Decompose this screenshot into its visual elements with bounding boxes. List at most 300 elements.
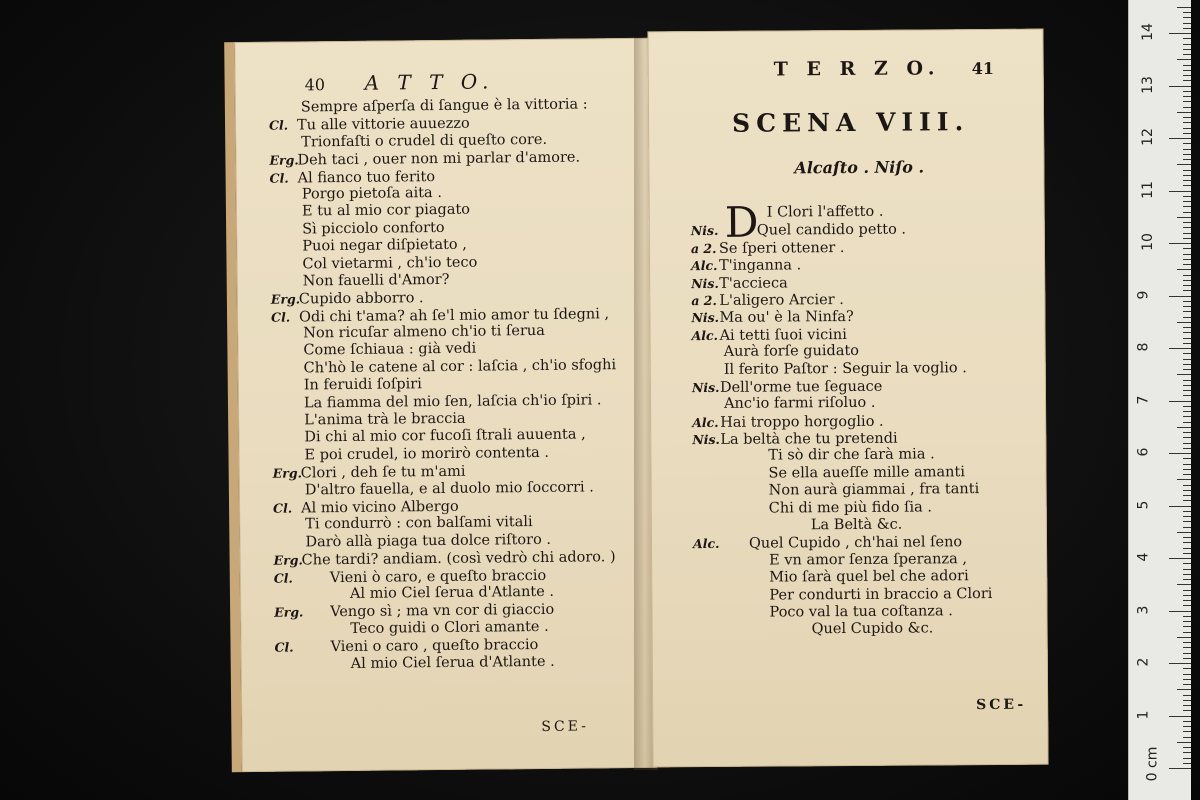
ruler-tick: [1183, 133, 1191, 134]
verse-text: L'aligero Arcier .: [719, 291, 844, 309]
ruler-tick: [1183, 521, 1191, 522]
verse-text: Quel Cupido &c.: [811, 620, 934, 638]
ruler-tick: [1183, 353, 1191, 354]
ruler-tick: [1183, 569, 1191, 570]
speaker-label: Erg.: [272, 465, 303, 481]
ruler-number: 14: [1139, 23, 1156, 41]
verse-line: [691, 220, 990, 239]
verse-text: Al mio vicino Albergo: [300, 498, 459, 517]
ruler-tick: [1183, 647, 1191, 648]
ruler-tick: [1183, 75, 1191, 76]
verse-line: [693, 499, 992, 518]
ruler-tick: [1183, 364, 1191, 365]
verse-text: Vieni ò caro, e queſto braccio: [329, 567, 547, 586]
verse-line: [691, 325, 990, 344]
speaker-label: [691, 217, 767, 218]
ruler-tick: [1183, 595, 1191, 596]
speaker-label: Erg.: [274, 604, 304, 621]
ruler-tick: [1169, 296, 1191, 297]
ruler-tick: [1183, 259, 1191, 260]
verse-line: [271, 305, 616, 326]
verse-line: [692, 446, 991, 465]
ruler-tick: [1183, 464, 1191, 465]
verse-text: Poco val la tua coſtanza .: [769, 603, 953, 621]
ruler-tick: [1169, 453, 1191, 454]
ruler-tick: [1177, 374, 1191, 375]
speaker-label: [274, 633, 350, 634]
speaker-label: Nis.: [691, 379, 720, 395]
ruler-number: 10: [1139, 233, 1156, 251]
ruler-tick: [1183, 212, 1191, 213]
ruler-tick: [1183, 668, 1191, 669]
ruler-tick: [1183, 758, 1191, 759]
verse-text: Ma ou' è la Ninfa?: [719, 309, 854, 327]
verse-line: [691, 307, 990, 326]
ruler-tick: [1183, 275, 1191, 276]
ruler-tick: [1183, 359, 1191, 360]
verse-text: Sempre aſperſa di ſangue è la vittoria :: [300, 96, 588, 116]
ruler-tick: [1169, 243, 1191, 244]
speaker-label: Nis.: [690, 223, 719, 239]
verse-line: [692, 412, 991, 431]
verse-text: La Beltà &c.: [810, 516, 903, 534]
ruler-tick: [1177, 689, 1191, 690]
verse-line: [274, 548, 619, 569]
speaker-label: a 2.: [691, 292, 717, 309]
verse-line: [693, 481, 992, 500]
speaker-label: a 2.: [690, 240, 717, 256]
verse-text: Porgo pietoſa aita .: [301, 184, 442, 203]
verse-text: Teco guidi o Clori amante .: [350, 618, 549, 637]
ruler-tick: [1183, 12, 1191, 13]
scene-title: SCENA VIII.: [731, 107, 970, 138]
ruler-tick: [1183, 280, 1191, 281]
open-book: [222, 28, 1048, 776]
speaker-label: Cl.: [270, 309, 291, 325]
verse-text: E vn amor ſenza ſperanza ,: [769, 550, 968, 569]
ruler-tick: [1177, 479, 1191, 480]
verse-text: Hai troppo horgoglio .: [720, 413, 884, 431]
ruler-tick: [1169, 86, 1191, 87]
speaker-label: [694, 617, 770, 618]
verse-text: Vengo sì ; ma vn cor di giaccio: [330, 602, 555, 621]
ruler-tick: [1183, 196, 1191, 197]
ruler-tick: [1177, 269, 1191, 270]
ruler-number: 3: [1135, 605, 1152, 614]
ruler-tick: [1169, 611, 1191, 612]
ruler-tick: [1183, 548, 1191, 549]
ruler-tick: [1183, 254, 1191, 255]
verse-line: [693, 603, 992, 622]
verse-line: [691, 255, 990, 274]
speaker-label: Cl.: [274, 639, 294, 655]
speaker-label: Erg.: [270, 291, 301, 308]
ruler-tick: [1183, 679, 1191, 680]
ruler-tick: [1183, 180, 1191, 181]
verse-text: La beltà che tu pretendi: [720, 430, 898, 448]
ruler-number: 5: [1135, 500, 1152, 509]
speaker-label: [693, 529, 811, 530]
verse-text: Col vietarmi , ch'io teco: [302, 254, 478, 272]
running-head-left: A T T O.: [364, 69, 495, 95]
ruler-tick: [1183, 500, 1191, 501]
ruler-tick: [1177, 322, 1191, 323]
verse-line: [692, 377, 991, 396]
ruler-tick: [1169, 348, 1191, 349]
verse-line: [691, 273, 990, 292]
verse-text: Ai tetti ſuoi vicini: [719, 326, 847, 344]
ruler-tick: [1183, 306, 1191, 307]
speaker-label: [693, 512, 769, 513]
ruler-tick: [1183, 752, 1191, 753]
ruler-tick: [1183, 537, 1191, 538]
verse-text: Cupido abborro .: [298, 290, 424, 308]
verse-text: T'accieca: [719, 274, 788, 292]
ruler-number: 8: [1135, 342, 1152, 352]
ruler-tick: [1183, 301, 1191, 302]
ruler-tick: [1183, 49, 1191, 50]
ruler-tick: [1183, 390, 1191, 391]
verse-text: Odi chi t'ama? ah ſe'l mio amor tu ſdegni ,: [298, 305, 610, 326]
right-text-block: [690, 197, 993, 640]
ruler-tick: [1183, 122, 1191, 123]
ruler-tick: [1183, 721, 1191, 722]
ruler-number: 13: [1139, 75, 1156, 94]
ruler-tick: [1183, 117, 1191, 118]
verse-line: [272, 427, 617, 448]
verse-text: D'altro fauella, e al duolo mio ſoccorri .: [304, 478, 594, 499]
verse-text: Che tardi? andiam. (così vedrò chi adoro. ): [301, 549, 616, 569]
verse-text: E poi crudel, io morirò contenta .: [304, 444, 550, 464]
ruler-tick: [1183, 700, 1191, 701]
verse-text: Come ſchiaua : già vedi: [303, 341, 477, 359]
verse-text: Al mio Ciel ſerua d'Atlante .: [349, 583, 555, 602]
ruler-tick: [1183, 527, 1191, 528]
ruler-tick: [1183, 227, 1191, 228]
ruler-tick: [1183, 406, 1191, 407]
ruler-tick: [1183, 327, 1191, 328]
ruler-tick: [1183, 674, 1191, 675]
ruler-number: 6: [1135, 447, 1152, 457]
ruler-tick: [1169, 138, 1191, 139]
ruler-tick: [1183, 605, 1191, 606]
verse-text: Al fianco tuo ferito: [297, 168, 436, 187]
ruler-tick: [1183, 705, 1191, 706]
ruler-tick: [1183, 632, 1191, 633]
ruler-tick: [1177, 217, 1191, 218]
ruler-tick: [1183, 80, 1191, 81]
ruler-tick: [1183, 710, 1191, 711]
ruler-number: 7: [1135, 395, 1152, 404]
ruler-tick: [1183, 290, 1191, 291]
verse-text: Di chi al mio cor fucoſi ſtrali auuenta ,: [304, 426, 586, 446]
ruler-tick: [1183, 579, 1191, 580]
speaker-label: Erg.: [269, 152, 299, 168]
verse-text: Ti sò dir che ſarà mia .: [768, 446, 935, 465]
ruler-tick: [1177, 742, 1191, 743]
ruler-tick: [1177, 584, 1191, 585]
ruler-tick: [1177, 7, 1191, 8]
verse-line: [273, 479, 618, 500]
ruler-tick: [1183, 747, 1191, 748]
verse-line: [694, 620, 993, 639]
ruler-number: 1: [1135, 710, 1152, 719]
ruler-tick: [1183, 311, 1191, 312]
speaker-label: [692, 460, 768, 461]
verse-line: [693, 586, 992, 605]
verse-line: [693, 568, 992, 587]
ruler-tick: [1183, 380, 1191, 381]
verse-text: Anc'io farmi riſoluo .: [723, 395, 876, 413]
ruler-tick: [1183, 437, 1191, 438]
speaker-label: Nis.: [691, 275, 719, 291]
verse-line: [692, 394, 991, 413]
verse-text: Trionfaſti o crudel di queſto core.: [301, 131, 548, 151]
ruler-tick: [1183, 248, 1191, 249]
ruler-tick: [1177, 532, 1191, 533]
ruler-tick: [1183, 101, 1191, 102]
ruler-tick: [1183, 65, 1191, 66]
ruler-tick: [1183, 185, 1191, 186]
ruler-tick: [1183, 206, 1191, 207]
ruler-tick: [1183, 317, 1191, 318]
verse-text: Tu alle vittorie auuezzo: [296, 116, 470, 134]
ruler-tick: [1183, 128, 1191, 129]
ruler-tick: [1183, 154, 1191, 155]
ruler-tick: [1183, 416, 1191, 417]
verse-text: Se ſperi ottener .: [718, 239, 845, 257]
speaker-label: Cl.: [273, 570, 293, 586]
ruler-tick: [1183, 731, 1191, 732]
verse-text: I Clori l'affetto .: [766, 203, 884, 221]
verse-text: Deh taci , ouer non mi parlar d'amore.: [297, 149, 581, 169]
verse-text: Vieni o caro , queſto braccio: [330, 637, 539, 656]
verse-text: Darò allà piaga tua dolce riſtoro .: [305, 531, 552, 551]
measuring-ruler: [1128, 0, 1191, 800]
running-head-right: T E R Z O.: [773, 57, 941, 81]
ruler-tick: [1183, 338, 1191, 339]
ruler-tick: [1169, 506, 1191, 507]
verse-text: Se ella aueſſe mille amanti: [768, 464, 965, 482]
ruler-tick: [1183, 264, 1191, 265]
verse-text: Chi di me più fido ſia .: [768, 499, 933, 517]
ruler-tick: [1183, 422, 1191, 423]
speaker-label: [693, 582, 769, 583]
verse-line: [692, 429, 991, 448]
ruler-tick: [1183, 516, 1191, 517]
verse-text: Per condurti in braccio a Clori: [769, 585, 993, 604]
verse-text: Quel Cupido , ch'hai nel ſeno: [748, 534, 963, 553]
ruler-tick: [1183, 54, 1191, 55]
ruler-number: 11: [1139, 180, 1156, 199]
ruler-tick: [1183, 490, 1191, 491]
speaker-label: [694, 634, 812, 635]
speaker-label: [275, 667, 351, 668]
ruler-tick: [1169, 558, 1191, 559]
verse-text: Ch'hò le catene al cor : laſcia , ch'io sfoghi: [303, 357, 617, 377]
ruler-tick: [1183, 411, 1191, 412]
ruler-tick: [1183, 658, 1191, 659]
ruler-tick: [1183, 542, 1191, 543]
ruler-tick: [1183, 222, 1191, 223]
ruler-tick: [1183, 175, 1191, 176]
verse-line: [692, 342, 991, 361]
verse-line: [693, 533, 992, 552]
ruler-tick: [1183, 17, 1191, 18]
ruler-tick: [1169, 768, 1191, 769]
verse-text: Sì picciolo conforto: [302, 219, 445, 238]
speaker-label: [693, 599, 769, 600]
page-number-right: 41: [971, 58, 995, 79]
ruler-tick: [1177, 164, 1191, 165]
verse-text: Quel candido petto .: [756, 221, 907, 240]
ruler-tick: [1183, 474, 1191, 475]
ruler-tick: [1183, 201, 1191, 202]
verse-text: Clori , deh ſe tu m'ami: [300, 463, 466, 482]
speaker-label: [693, 495, 769, 496]
verse-line: [691, 238, 990, 257]
ruler-tick: [1183, 642, 1191, 643]
verse-text: E tu al mio cor piagato: [301, 202, 471, 220]
ruler-tick: [1177, 427, 1191, 428]
ruler-tick: [1183, 96, 1191, 97]
ruler-tick: [1169, 716, 1191, 717]
ruler-tick: [1183, 70, 1191, 71]
verse-line: [691, 203, 990, 222]
ruler-tick: [1183, 432, 1191, 433]
ruler-tick: [1183, 626, 1191, 627]
verse-text: Non aurà giammai , fra tanti: [768, 481, 980, 499]
ruler-tick: [1183, 563, 1191, 564]
ruler-tick: [1183, 28, 1191, 29]
ruler-tick: [1183, 590, 1191, 591]
ruler-number: 12: [1139, 128, 1156, 146]
page-number-left: 40: [304, 75, 326, 95]
ruler-number: 2: [1135, 657, 1152, 667]
ruler-tick: [1183, 653, 1191, 654]
ruler-tick: [1183, 343, 1191, 344]
speaker-label: Cl.: [268, 117, 289, 134]
ruler-tick: [1183, 23, 1191, 24]
speaker-label: [274, 598, 350, 599]
ruler-tick: [1183, 737, 1191, 738]
ruler-tick: [1183, 553, 1191, 554]
verse-text: Il ferito Paſtor : Seguir la voglio .: [723, 359, 967, 378]
ruler-tick: [1169, 33, 1191, 34]
speaker-label: Cl.: [272, 500, 293, 516]
ruler-number: 9: [1135, 290, 1152, 299]
speaker-label: Alc.: [691, 327, 719, 343]
ruler-tick: [1183, 511, 1191, 512]
ruler-tick: [1183, 574, 1191, 575]
verse-line: [691, 290, 990, 309]
verse-text: Dell'orme tue ſeguace: [719, 378, 883, 396]
ruler-tick: [1183, 485, 1191, 486]
ruler-tick: [1183, 238, 1191, 239]
speaker-label: Alc.: [692, 414, 719, 430]
left-page: [224, 38, 657, 772]
speaker-label: Erg.: [273, 552, 303, 568]
ruler-tick: [1183, 369, 1191, 370]
ruler-tick: [1183, 726, 1191, 727]
ruler-tick: [1169, 401, 1191, 402]
verse-text: Puoi negar diſpietato ,: [302, 236, 467, 255]
catchword-left: SCE-: [541, 718, 589, 735]
ruler-tick: [1183, 170, 1191, 171]
ruler-tick: [1183, 448, 1191, 449]
verse-text: L'anima trà le braccia: [304, 410, 466, 429]
left-text-block: [269, 96, 620, 673]
ruler-tick: [1183, 695, 1191, 696]
ruler-tick: [1183, 143, 1191, 144]
verse-line: [275, 653, 620, 674]
verse-text: In feruidi ſoſpiri: [303, 376, 422, 394]
ruler-tick: [1183, 600, 1191, 601]
catchword-right: SCE-: [976, 696, 1027, 714]
ruler-tick: [1177, 637, 1191, 638]
scene-persons: Alcaſto . Niſo .: [794, 157, 925, 178]
ruler-tick: [1183, 763, 1191, 764]
verse-line: [269, 148, 614, 169]
ruler-tick: [1183, 495, 1191, 496]
verse-text: Mio ſarà quel bel che adori: [769, 568, 969, 586]
verse-text: Non fauelli d'Amor?: [302, 271, 450, 290]
ruler-tick: [1183, 44, 1191, 45]
verse-line: [693, 516, 992, 535]
verse-line: [272, 392, 617, 413]
verse-text: La fiamma del mio ſen, laſcia ch'io ſpiri .: [303, 391, 602, 412]
ruler-tick: [1183, 621, 1191, 622]
verse-text: Non ricuſar almeno ch'io ti ſerua: [303, 322, 545, 342]
ruler-tick: [1183, 38, 1191, 39]
ruler-tick: [1183, 395, 1191, 396]
ruler-tick: [1183, 458, 1191, 459]
speaker-label: Cl.: [269, 170, 289, 186]
ruler-tick: [1183, 616, 1191, 617]
ruler-tick: [1183, 233, 1191, 234]
ruler-tick: [1183, 443, 1191, 444]
speaker-label: Nis.: [691, 310, 720, 326]
ruler-tick: [1183, 332, 1191, 333]
speaker-label: Alc.: [691, 258, 718, 274]
ruler-unit-label: 0 cm: [1144, 746, 1161, 782]
ruler-tick: [1183, 285, 1191, 286]
verse-text: T'inganna .: [719, 257, 802, 275]
verse-text: Al mio Ciel ſerua d'Atlante .: [350, 653, 555, 672]
ruler-tick: [1183, 107, 1191, 108]
verse-text: Aurà forſe guidato: [723, 343, 860, 360]
right-page: [647, 29, 1048, 768]
drop-cap: D: [724, 197, 759, 247]
ruler-tick: [1183, 684, 1191, 685]
ruler-tick: [1177, 112, 1191, 113]
ruler-tick: [1183, 149, 1191, 150]
speaker-label: Alc.: [692, 536, 720, 552]
verse-line: [692, 360, 991, 379]
speaker-label: [693, 564, 769, 565]
ruler-tick: [1183, 159, 1191, 160]
ruler-number: 4: [1135, 552, 1152, 562]
ruler-tick: [1169, 663, 1191, 664]
ruler-tick: [1183, 469, 1191, 470]
speaker-label: Nis.: [692, 431, 720, 448]
ruler-tick: [1183, 91, 1191, 92]
ruler-tick: [1183, 385, 1191, 386]
ruler-tick: [1177, 59, 1191, 60]
verse-text: Ti condurrò : con balſami vitali: [305, 514, 533, 533]
ruler-tick: [1169, 191, 1191, 192]
speaker-label: [693, 477, 769, 478]
